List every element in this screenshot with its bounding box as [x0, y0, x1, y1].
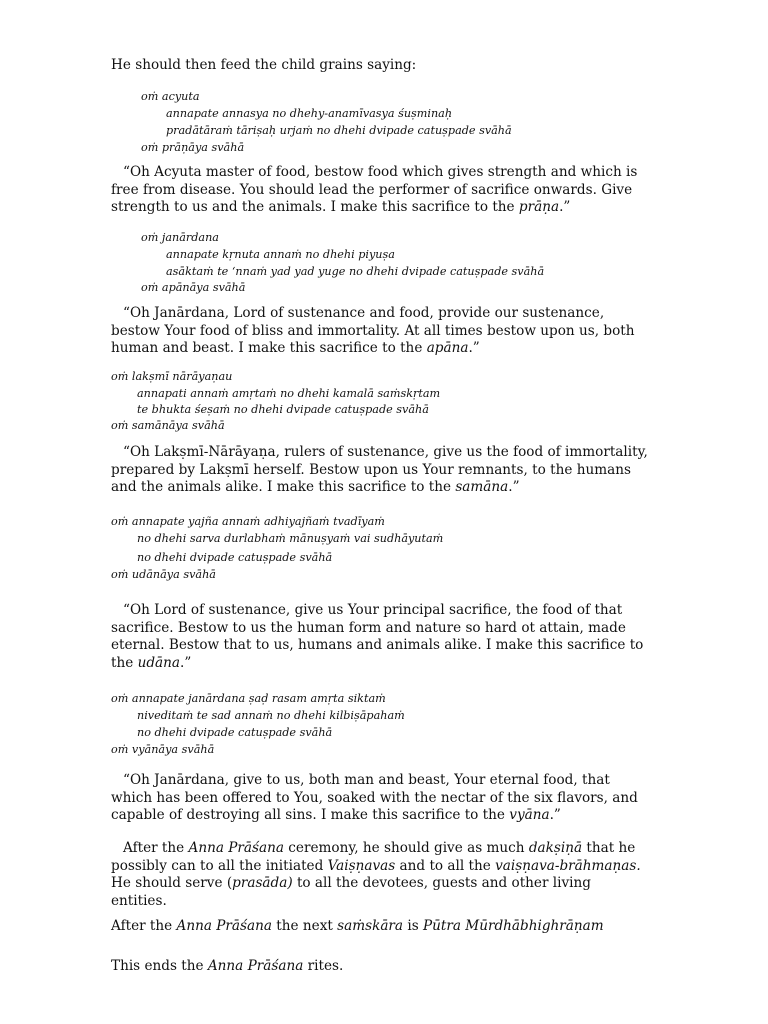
mantra-line: oṁ apānāya svāhā [141, 281, 246, 294]
mantra-line: oṁ annapate yajña annaṁ adhiyajñaṁ tvadīyaṁ [111, 515, 385, 528]
mantra-line: oṁ prāṇāya svāhā [141, 141, 245, 154]
mantra-line: no dhehi sarva durlabhaṁ mānuṣyaṁ vai sudhāyutaṁ [137, 532, 444, 545]
translation-paragraph: “Oh Janārdana, Lord of sustenance and food, provide our sustenance, bestow Your food of bliss and immortality. At all times bestow upon us, both human and beast. I make this sacrifice to the apāna.” [111, 305, 635, 356]
mantra-line: no dhehi dvipade catuṣpade svāhā [137, 726, 333, 739]
mantra-line: oṁ samānāya svāhā [111, 419, 225, 432]
translation-paragraph: “Oh Lakṣmī-Nārāyaṇa, rulers of sustenance, give us the food of immortality, prepared by Lakṣmī herself. Bestow upon us Your remnants, to the humans and the animals alike. I make this sacrifice to the samāna.” [111, 444, 648, 495]
mantra-line: pradātāraṁ tāriṣaḥ urjaṁ no dhehi dvipade catuṣpade svāhā [166, 124, 512, 137]
mantra-line: no dhehi dvipade catuṣpade svāhā [137, 551, 333, 564]
mantra-line: asāktaṁ te ‘nnaṁ yad yad yuge no dhehi dvipade catuṣpade svāhā [166, 265, 545, 278]
mantra-line: oṁ acyuta [141, 90, 200, 103]
next-samskara-paragraph: After the Anna Prāśana the next saṁskāra is Pūtra Mūrdhābhighrāṇam [111, 918, 604, 934]
closing-paragraph: After the Anna Prāśana ceremony, he should give as much dakṣiṇā that he possibly can to all the initiated Vaiṣṇavas and to all the vaiṣṇava-brāhmaṇas. He should serve (prasāda) to all the devotees, guests and other living entities. [111, 840, 641, 909]
ending-paragraph: This ends the Anna Prāśana rites. [111, 958, 344, 974]
mantra-line: oṁ lakṣmī nārāyaṇau [111, 370, 233, 383]
mantra-line: oṁ janārdana [141, 231, 219, 244]
translation-paragraph: “Oh Janārdana, give to us, both man and beast, Your eternal food, that which has been offered to You, soaked with the nectar of the six flavors, and capable of destroying all sins. I make this sacrifice to the vyāna.” [111, 772, 638, 823]
mantra-line: oṁ annapate janārdana ṣaḍ rasam amṛta siktaṁ [111, 692, 386, 705]
intro-paragraph: He should then feed the child grains saying: [111, 57, 417, 73]
mantra-line: annapate annasya no dhehy-anamīvasya śuṣminaḥ [166, 107, 453, 120]
mantra-line: annapate kṛnuta annaṁ no dhehi piyuṣa [166, 248, 395, 261]
mantra-line: oṁ udānāya svāhā [111, 568, 216, 581]
mantra-line: oṁ vyānāya svāhā [111, 743, 215, 756]
mantra-line: te bhukta śeṣaṁ no dhehi dvipade catuṣpade svāhā [137, 403, 429, 416]
translation-paragraph: “Oh Acyuta master of food, bestow food which gives strength and which is free from disease. You should lead the performer of sacrifice onwards. Give strength to us and the animals. I make this sacrifice to the prāṇa.” [111, 164, 638, 215]
mantra-line: annapati annaṁ amṛtaṁ no dhehi kamalā saṁskṛtam [137, 387, 441, 400]
mantra-line: niveditaṁ te sad annaṁ no dhehi kilbiṣāpahaṁ [137, 709, 405, 722]
translation-paragraph: “Oh Lord of sustenance, give us Your principal sacrifice, the food of that sacrifice. Bestow to us the human form and nature so hard ot attain, made eternal. Bestow that to us, humans and animals alike. I make this sacrifice to the udāna.” [111, 602, 644, 671]
